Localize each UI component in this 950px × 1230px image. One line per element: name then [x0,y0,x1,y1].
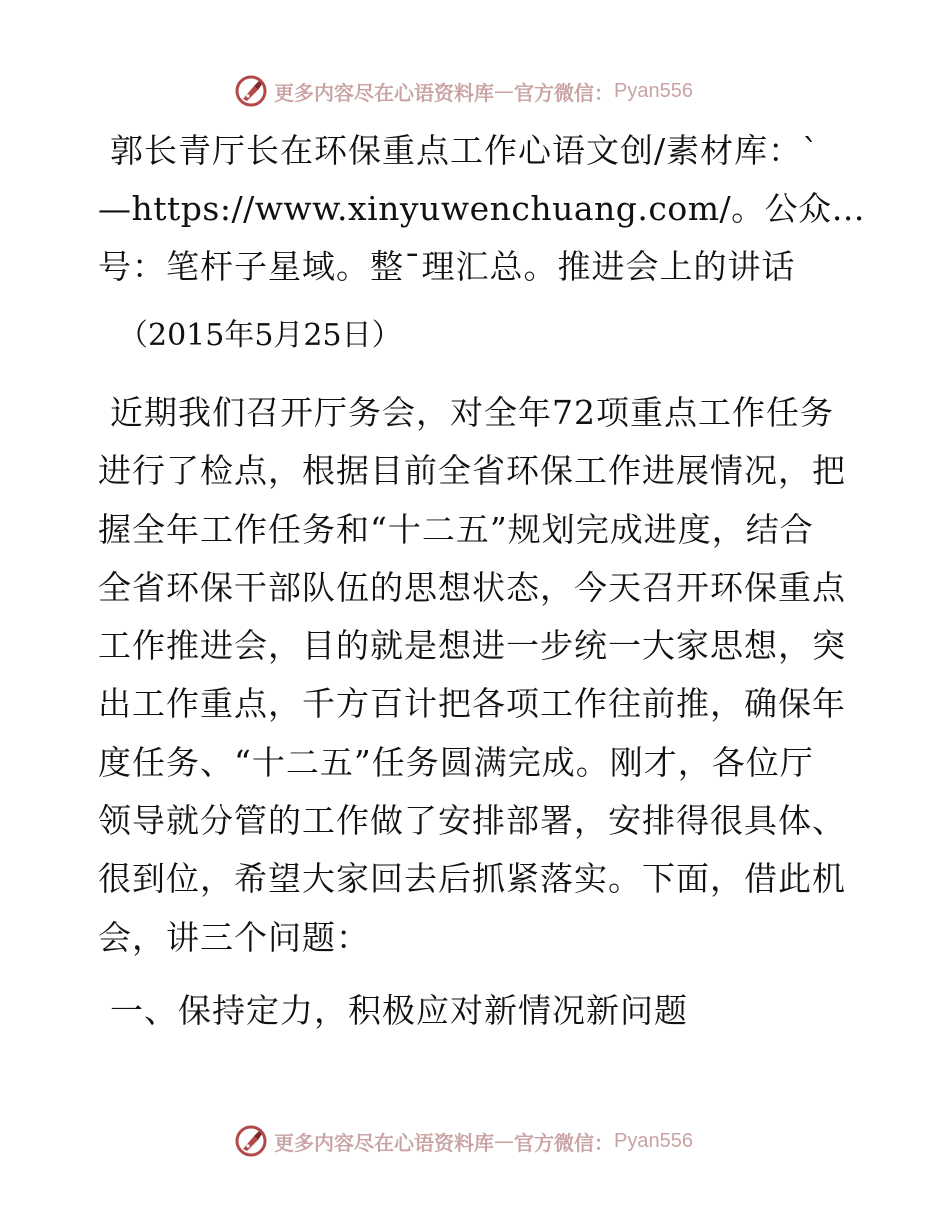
body-line: 会，讲三个问题： [98,917,370,957]
speech-date: （2015年5月25日） [118,318,402,353]
body-line: 领导就分管的工作做了安排部署，安排得很具体、 [98,801,846,841]
title-line-3: 号：笔杆子星域。整¯理汇总。推进会上的讲话 [98,247,796,286]
watermark-wechat-id: Pyan556 [614,1129,693,1152]
watermark-text: 更多内容尽在心语资料库 [274,1130,494,1155]
body-line: 近期我们召开厅务会，对全年72项重点工作任务 [110,393,834,432]
pen-nib-logo-icon [234,1124,268,1158]
title-line-1: 郭长青厅长在环保重点工作心语文创/素材库：` [110,131,820,170]
body-line: 很到位，希望大家回去后抓紧落实。下面，借此机 [98,859,846,899]
pen-nib-logo-icon [234,74,268,108]
watermark-text: 更多内容尽在心语资料库 [274,80,494,105]
document-title [98,122,866,296]
body-line: 握全年工作任务和“十二五”规划完成进度，结合 [98,509,814,549]
body-line: 全省环保干部队伍的思想状态，今天召开环保重点 [98,567,846,607]
watermark-official-label: 官方微信： [514,1130,614,1155]
body-line: 工作推进会，目的就是想进一步统一大家思想，突 [98,626,846,666]
watermark-separator: — [494,1129,514,1153]
section-heading: 一、保持定力，积极应对新情况新问题 [110,991,688,1030]
body-line: 度任务、“十二五”任务圆满完成。刚才，各位厅 [98,742,814,782]
watermark-header [234,72,693,110]
title-line-2: —https://www.xinyuwenchuang.com/。公众… [98,189,866,228]
body-paragraph [98,384,858,967]
watermark-footer [234,1122,693,1160]
watermark-wechat-id: Pyan556 [614,79,693,102]
watermark-separator: — [494,79,514,103]
body-line: 进行了检点，根据目前全省环保工作进展情况，把 [98,451,846,491]
watermark-official-label: 官方微信： [514,80,614,105]
body-line: 出工作重点，千方百计把各项工作往前推，确保年 [98,684,846,724]
